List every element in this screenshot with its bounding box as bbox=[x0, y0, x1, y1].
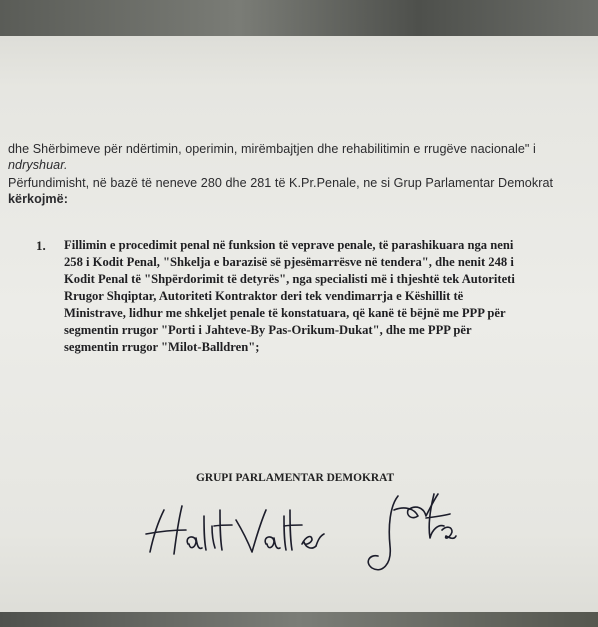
paragraph-continuation-line-2: ndryshuar. bbox=[8, 158, 68, 172]
conclusion-line-1: Përfundimisht, në bazë të neneve 280 dhe 281 të K.Pr.Penale, ne si Grup Parlamentar Demokrat bbox=[8, 176, 554, 190]
handwritten-signature-2 bbox=[360, 486, 470, 580]
request-item-line: Fillimin e procedimit penal në funksion të veprave penale, të parashikuara nga neni bbox=[64, 238, 514, 252]
request-item-number: 1. bbox=[36, 238, 46, 253]
request-item-line: segmentin rrugor "Milot-Balldren"; bbox=[64, 340, 260, 354]
background-bottom-edge bbox=[0, 612, 598, 627]
handwritten-signature-1 bbox=[140, 500, 330, 562]
request-item-line: Kodit Penal të "Shpërdorimit të detyrës", nga specialisti më i thjeshtë tek Autoriteti bbox=[64, 272, 515, 286]
request-item-line: segmentin rrugor "Porti i Jahteve-By Pas-Orikum-Dukat", dhe me PPP për bbox=[64, 323, 472, 337]
request-item-line: Ministrave, lidhur me shkeljet penale të konstatuara, që kanë të bëjnë me PPP për bbox=[64, 306, 506, 320]
background-top-edge bbox=[0, 0, 598, 36]
request-item-line: 258 i Kodit Penal, "Shkelja e barazisë së pjesëmarrësve në tendera", dhe nenit 248 i bbox=[64, 255, 514, 269]
conclusion-line-2: kërkojmë: bbox=[8, 192, 68, 206]
signer-name: GRUPI PARLAMENTAR DEMOKRAT bbox=[196, 472, 395, 484]
request-item-line: Rrugor Shqiptar, Autoriteti Kontraktor deri tek vendimarrja e Këshillit të bbox=[64, 289, 464, 303]
paragraph-continuation-line-1: dhe Shërbimeve për ndërtimin, operimin, mirëmbajtjen dhe rehabilitimin e rrugëve nacionale" i bbox=[8, 142, 536, 156]
